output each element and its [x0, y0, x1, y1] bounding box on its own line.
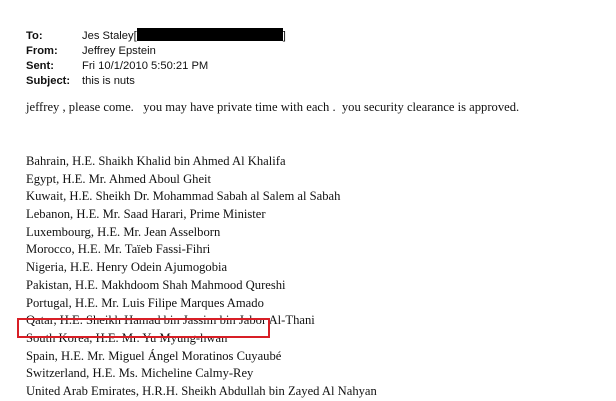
- delegate-list-item: Lebanon, H.E. Mr. Saad Harari, Prime Minister: [26, 207, 266, 222]
- delegate-list-item: Morocco, H.E. Mr. Taïeb Fassi-Fihri: [26, 242, 211, 257]
- to-row: [26, 28, 586, 44]
- delegate-list-item: Kuwait, H.E. Sheikh Dr. Mohammad Sabah al Salem al Sabah: [26, 189, 341, 204]
- email-header: [26, 28, 586, 89]
- delegate-list-item: Pakistan, H.E. Makhdoom Shah Mahmood Qureshi: [26, 277, 286, 292]
- delegate-list-item: Switzerland, H.E. Ms. Micheline Calmy-Rey: [26, 366, 254, 381]
- delegate-list-item: Portugal, H.E. Mr. Luis Filipe Marques Amado: [26, 295, 264, 310]
- sent-value: Fri 10/1/2010 5:50:21 PM: [82, 60, 209, 72]
- to-close-bracket: ]: [282, 30, 286, 42]
- delegate-list: [26, 153, 586, 401]
- to-value: [82, 28, 286, 44]
- subject-value: this is nuts: [82, 75, 135, 87]
- from-value: Jeffrey Epstein: [82, 45, 156, 57]
- from-label: From:: [26, 45, 58, 57]
- to-label: To:: [26, 30, 43, 42]
- from-row: [26, 44, 586, 59]
- to-name: Jes Staley[: [82, 30, 137, 42]
- delegate-list-item: Spain, H.E. Mr. Miguel Ángel Moratinos Cuyaubé: [26, 348, 282, 363]
- sent-row: [26, 59, 586, 74]
- delegate-list-item: Luxembourg, H.E. Mr. Jean Asselborn: [26, 224, 221, 239]
- subject-row: [26, 74, 586, 89]
- sent-label: Sent:: [26, 60, 54, 72]
- delegate-list-item: Bahrain, H.E. Shaikh Khalid bin Ahmed Al Khalifa: [26, 154, 286, 168]
- delegate-list-item: United Arab Emirates, H.R.H. Sheikh Abdullah bin Zayed Al Nahyan: [26, 383, 377, 398]
- delegate-list-item: Qatar, H.E. Sheikh Hamad bin Jassim bin Jabor Al-Thani: [26, 313, 315, 328]
- subject-label: Subject:: [26, 75, 71, 87]
- redaction-block: [137, 28, 283, 41]
- email-body: jeffrey , please come. you may have private time with each . you security clearance is approved.: [26, 100, 520, 114]
- delegate-list-item: South Korea, H.E. Mr. Yu Myung-hwan: [26, 330, 228, 345]
- delegate-list-item: Nigeria, H.E. Henry Odein Ajumogobia: [26, 260, 228, 275]
- delegate-list-item: Egypt, H.E. Mr. Ahmed Aboul Gheit: [26, 171, 212, 186]
